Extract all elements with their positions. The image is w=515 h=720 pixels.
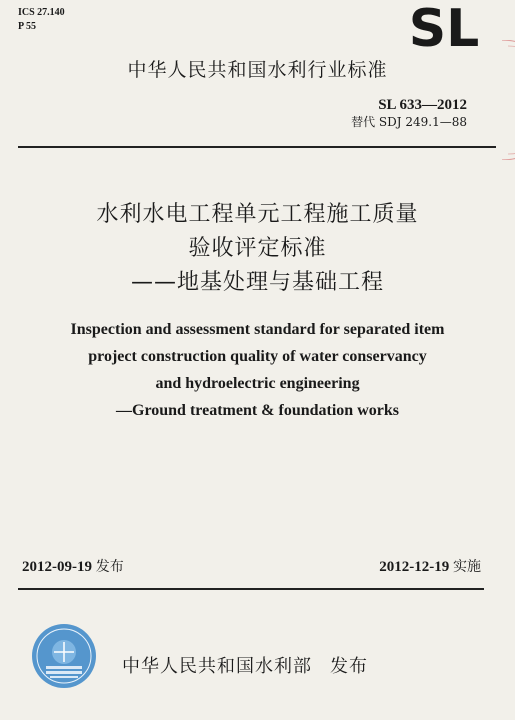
- issue-date-block: [22, 556, 124, 576]
- anti-counterfeit-seal-icon: [30, 622, 98, 690]
- sl-logo-icon: [400, 4, 488, 52]
- standard-number-block: [351, 96, 467, 130]
- implement-label: 实施: [453, 559, 481, 575]
- publisher-name: 中华人民共和国水利部: [122, 656, 312, 677]
- english-title-line: project construction quality of water conservancy: [88, 348, 427, 365]
- english-title: [0, 316, 515, 424]
- ministry-standard-title: 中华人民共和国水利行业标准: [127, 59, 388, 81]
- chinese-title-line: 验收评定标准: [188, 236, 327, 261]
- standard-number: SL 633—2012: [378, 97, 467, 113]
- english-title-line: —Ground treatment & foundation works: [116, 402, 399, 419]
- chinese-title: [0, 198, 515, 300]
- publisher-label: 发布: [330, 656, 368, 677]
- sl-logo-text: SL: [408, 4, 480, 52]
- english-title-line: Inspection and assessment standard for separated item: [70, 321, 445, 338]
- top-divider: [18, 146, 496, 148]
- classification-codes: [18, 6, 65, 34]
- chinese-title-line: 水利水电工程单元工程施工质量: [96, 202, 419, 227]
- implement-date: 2012-12-19: [379, 559, 450, 575]
- publisher-line: [122, 652, 368, 678]
- issue-date: 2012-09-19: [22, 559, 92, 575]
- replaces-note: 替代 SDJ 249.1—88: [351, 115, 467, 129]
- ics-code: ICS 27.140: [18, 7, 65, 18]
- issue-label: 发布: [95, 559, 124, 575]
- bottom-divider: [18, 588, 484, 590]
- chinese-title-line: ——地基处理与基础工程: [130, 270, 384, 295]
- english-title-line: and hydroelectric engineering: [155, 375, 360, 392]
- implement-date-block: [379, 556, 481, 576]
- p-code: P 55: [18, 21, 37, 32]
